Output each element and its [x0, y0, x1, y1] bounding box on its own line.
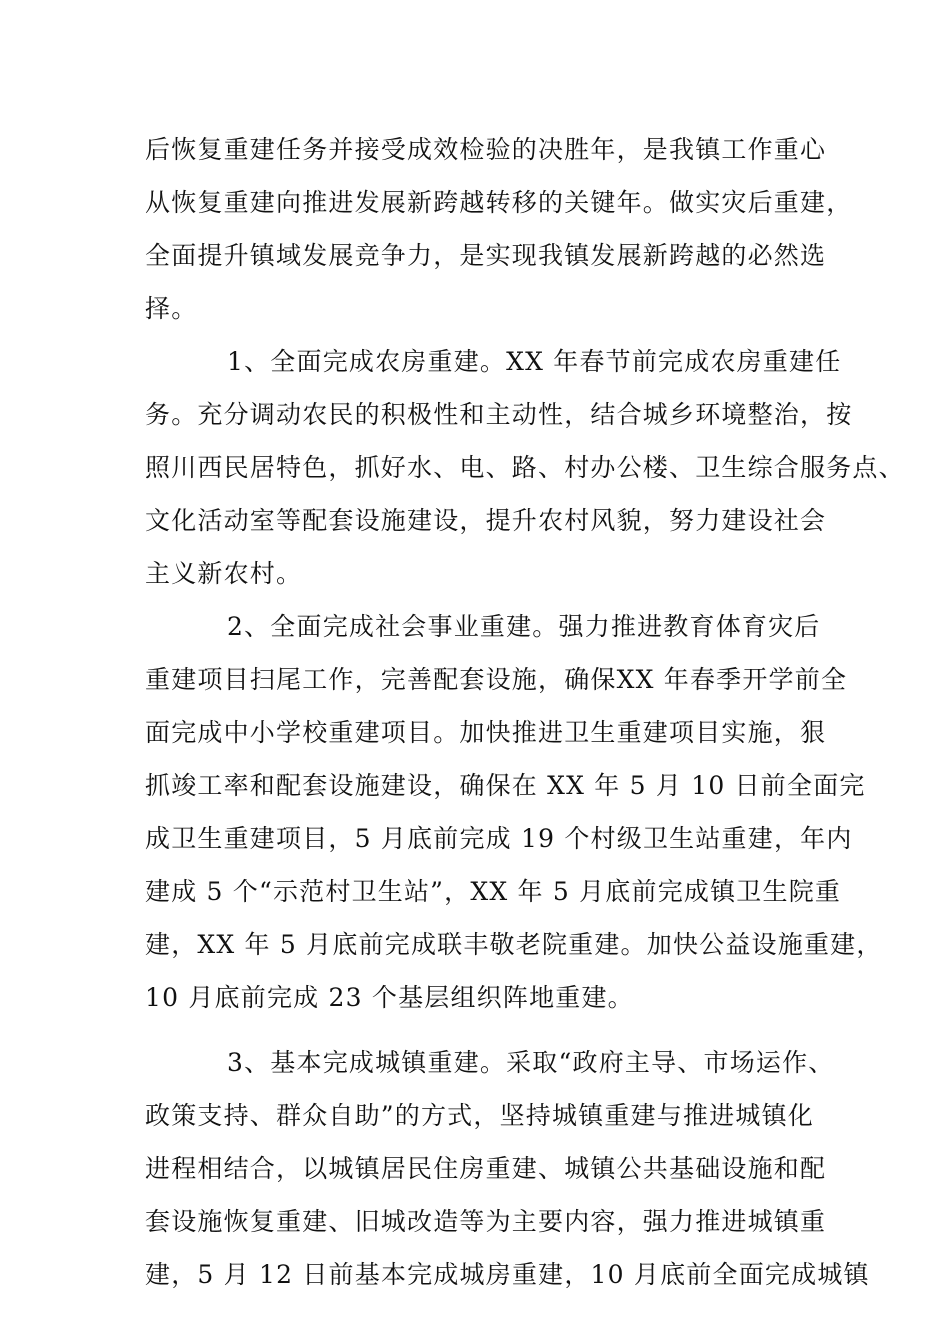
text-line: 建成 5 个“示范村卫生站”，XX 年 5 月底前完成镇卫生院重 [145, 877, 842, 906]
text-line: 全面提升镇域发展竞争力，是实现我镇发展新跨越的必然选 [145, 241, 827, 270]
text-line: 后恢复重建任务并接受成效检验的决胜年，是我镇工作重心 [145, 135, 827, 164]
document-body [145, 123, 905, 1301]
text-line: 建，XX 年 5 月底前完成联丰敬老院重建。加快公益设施重建， [145, 930, 883, 959]
text-line: 成卫生重建项目，5 月底前完成 19 个村级卫生站重建，年内 [145, 824, 853, 853]
paragraph-item-2 [145, 600, 883, 1024]
text-line: 照川西民居特色，抓好水、电、路、村办公楼、卫生综合服务点、 [145, 453, 905, 482]
text-line: 择。 [145, 294, 198, 323]
text-line: 文化活动室等配套设施建设，提升农村风貌，努力建设社会 [145, 506, 827, 535]
text-line: 重建项目扫尾工作，完善配套设施，确保XX 年春季开学前全 [145, 665, 848, 694]
text-line: 进程相结合，以城镇居民住房重建、城镇公共基础设施和配 [145, 1154, 827, 1183]
text-line: 政策支持、群众自助”的方式，坚持城镇重建与推进城镇化 [145, 1101, 814, 1130]
text-line: 从恢复重建向推进发展新跨越转移的关键年。做实灾后重建， [145, 188, 853, 217]
paragraph-intro-continuation [145, 123, 853, 335]
text-line: 1、全面完成农房重建。XX 年春节前完成农房重建任 [227, 347, 842, 376]
text-line: 抓竣工率和配套设施建设，确保在 XX 年 5 月 10 日前全面完 [145, 771, 866, 800]
text-line: 建，5 月 12 日前基本完成城房重建，10 月底前全面完成城镇 [145, 1260, 870, 1289]
text-line: 套设施恢复重建、旧城改造等为主要内容，强力推进城镇重 [145, 1207, 827, 1236]
text-line: 面完成中小学校重建项目。加快推进卫生重建项目实施，狠 [145, 718, 827, 747]
paragraph-spacer [145, 1024, 810, 1036]
paragraph-item-3 [145, 1036, 870, 1301]
text-line: 10 月底前完成 23 个基层组织阵地重建。 [145, 983, 634, 1012]
text-line: 务。充分调动农民的积极性和主动性，结合城乡环境整治，按 [145, 400, 853, 429]
text-line: 3、基本完成城镇重建。采取“政府主导、市场运作、 [227, 1048, 835, 1077]
text-line: 2、全面完成社会事业重建。强力推进教育体育灾后 [227, 612, 821, 641]
text-line: 主义新农村。 [145, 559, 303, 588]
paragraph-item-1 [145, 335, 905, 600]
